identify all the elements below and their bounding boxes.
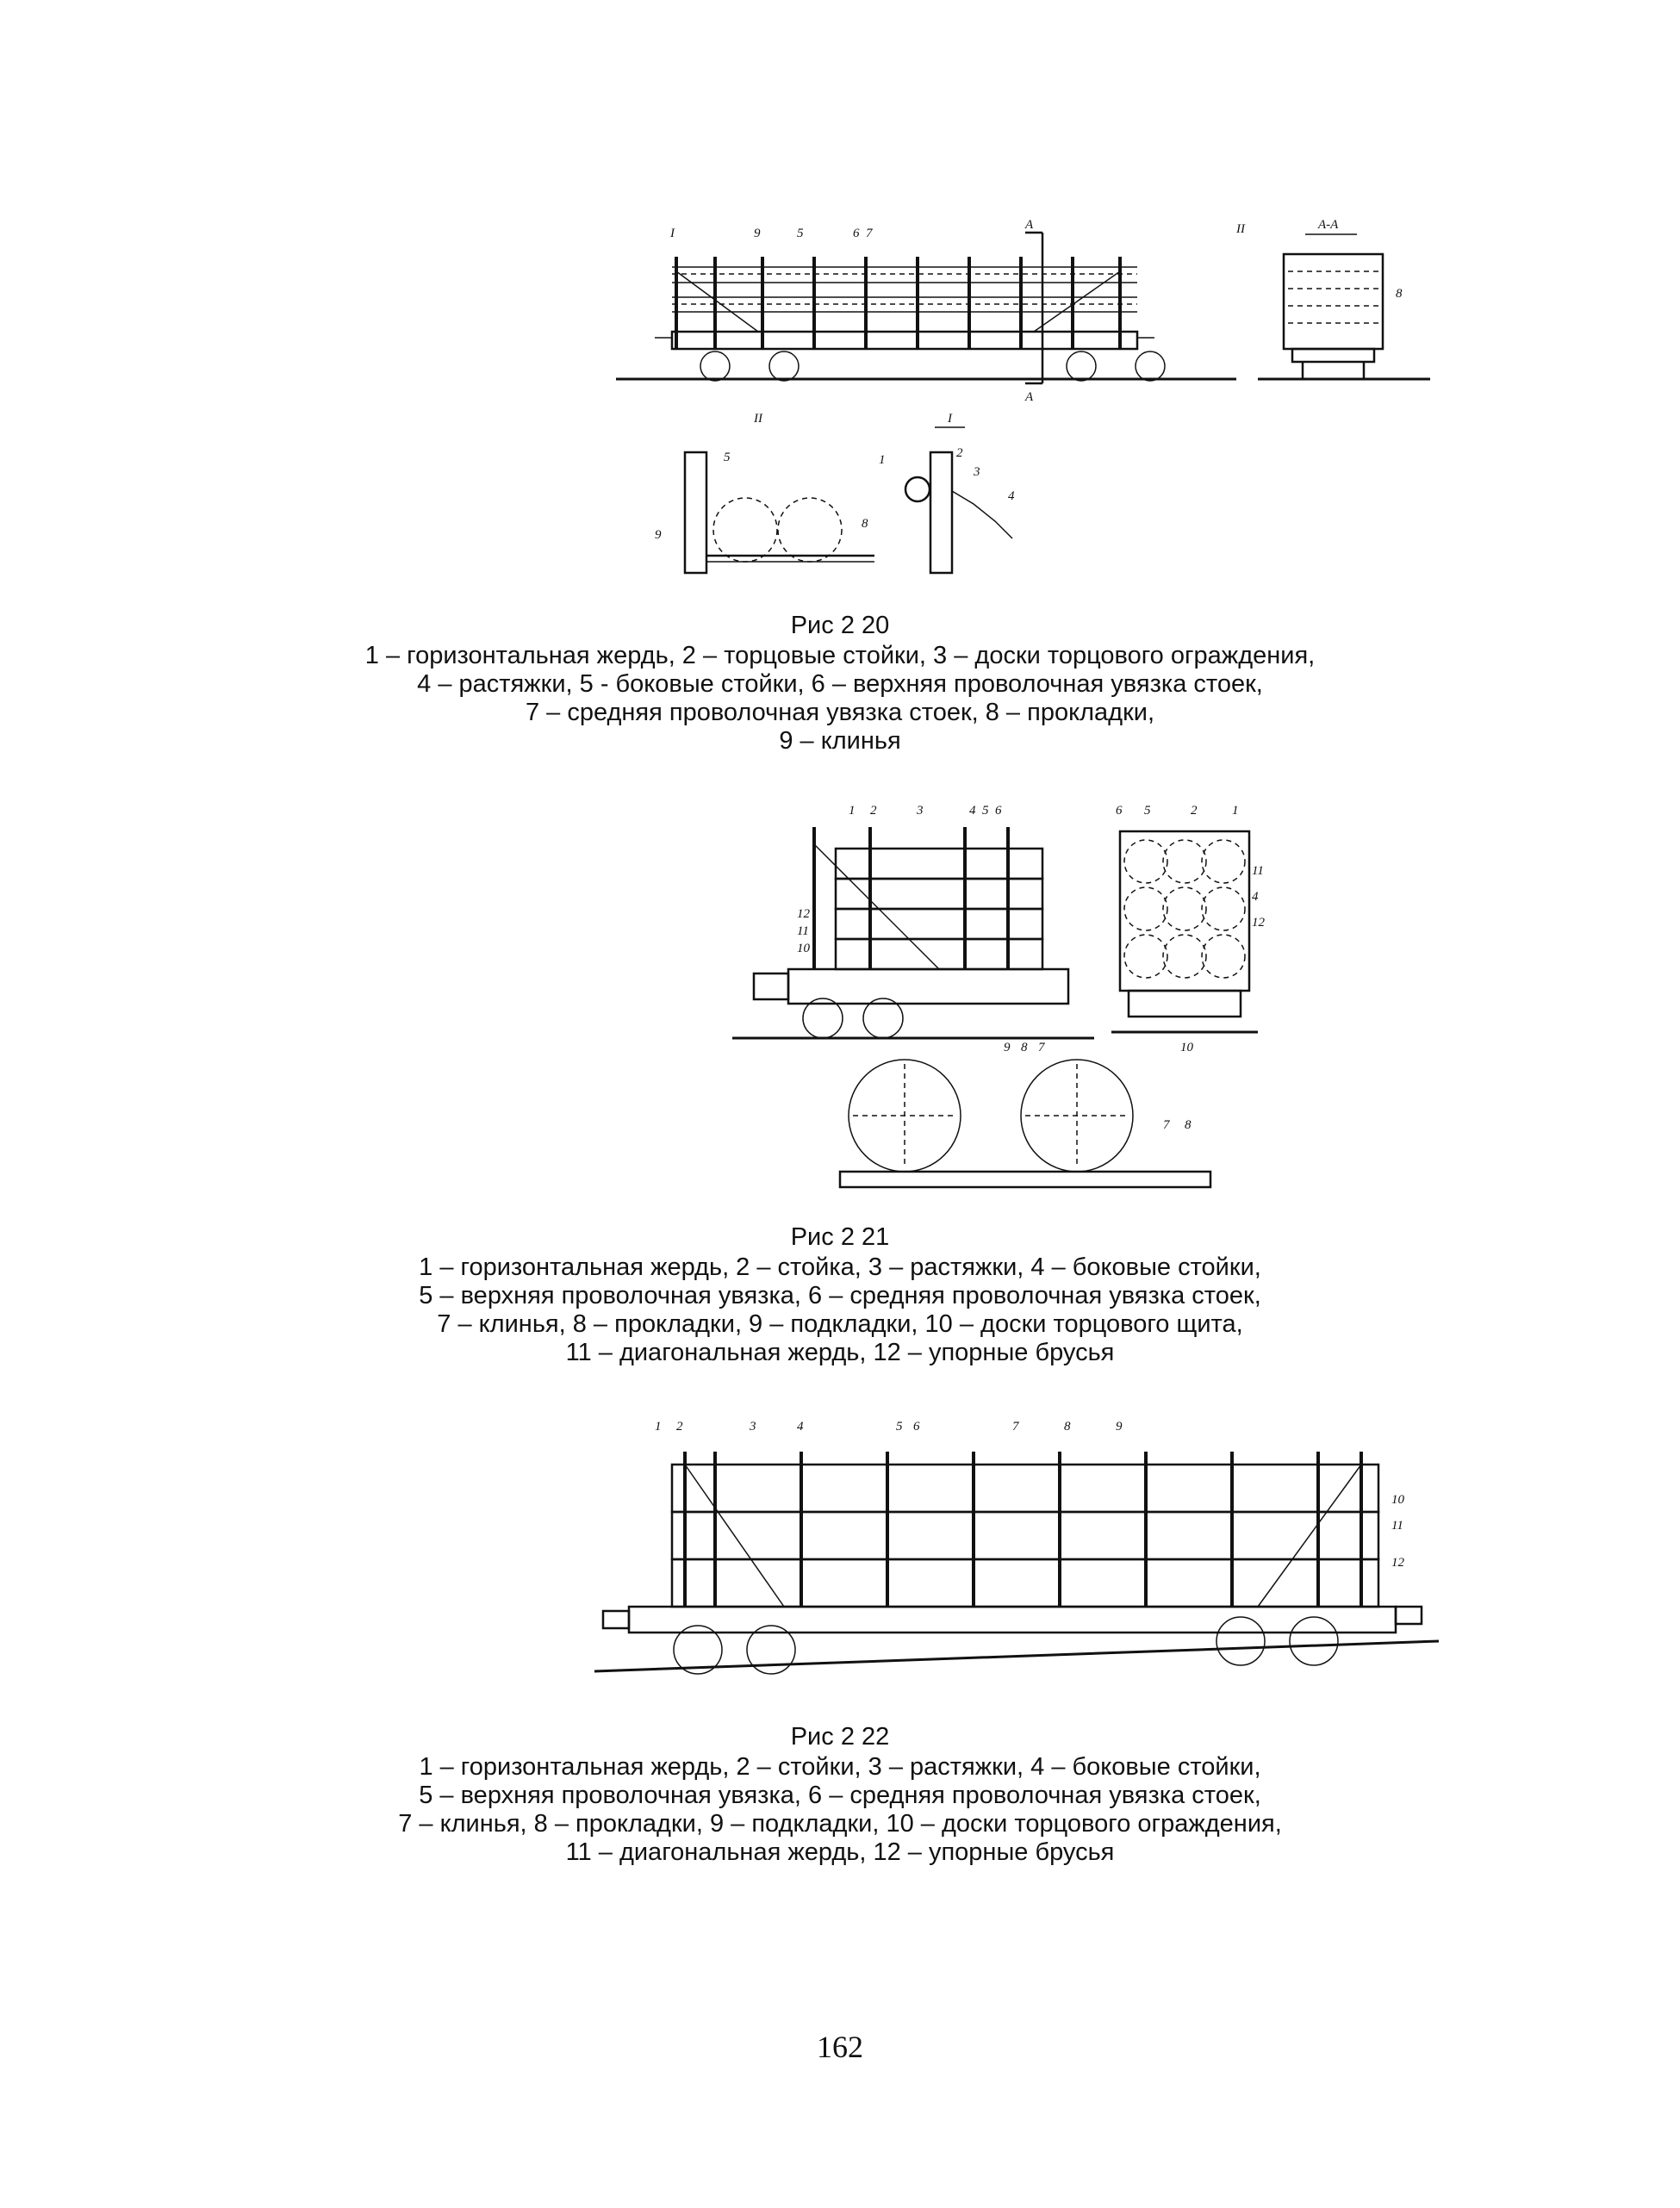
fig220-end-view: [1235, 218, 1430, 379]
fig221-callout: 4: [1252, 890, 1259, 904]
fig220-cut-label-bottom: А: [1025, 390, 1034, 404]
caption-line: 4 – растяжки, 5 - боковые стойки, 6 – верхняя проволочная увязка стоек,: [417, 670, 1263, 698]
fig222-callout: 11: [1391, 1519, 1403, 1533]
caption-line: 7 – клинья, 8 – прокладки, 9 – подкладки, 10 – доски торцового щита,: [437, 1310, 1243, 1338]
fig221-callout: 11: [1252, 864, 1264, 878]
fig220-detail-ii: [655, 412, 874, 573]
fig221-detail: [840, 1060, 1210, 1187]
fig221-callout: 7: [1163, 1118, 1170, 1132]
fig220-posts: [676, 257, 1120, 349]
fig221-end-view: [1111, 804, 1266, 1054]
fig220-callout: 5: [797, 227, 804, 240]
fig220-callout: 8: [1396, 287, 1403, 301]
fig220-section-label: А-А: [1318, 218, 1339, 232]
fig220-callout: 4: [1008, 489, 1015, 503]
fig220-callout: 6: [853, 227, 860, 240]
fig220-callout: 8: [862, 517, 868, 531]
fig222-callout: 2: [676, 1420, 683, 1434]
fig222-callout: 7: [1012, 1420, 1019, 1434]
fig220-detail-label: I: [948, 412, 952, 426]
caption-line: 1 – горизонтальная жердь, 2 – стойки, 3 – растяжки, 4 – боковые стойки,: [419, 1753, 1261, 1781]
page-number: 162: [817, 2030, 863, 2064]
fig221-callout: 7: [1038, 1041, 1045, 1054]
fig220-detail-i: [879, 412, 1015, 573]
fig222-callout: 1: [655, 1420, 662, 1434]
caption-line: 7 – клинья, 8 – прокладки, 9 – подкладки, 10 – доски торцового ограждения,: [398, 1810, 1282, 1838]
caption-line: 9 – клинья: [779, 727, 901, 755]
caption-line: 1 – горизонтальная жердь, 2 – торцовые стойки, 3 – доски торцового ограждения,: [364, 642, 1316, 669]
fig220-cut-label-top: А: [1025, 218, 1034, 232]
fig221-callout: 11: [797, 924, 809, 938]
fig220-callout: 5: [724, 451, 731, 464]
fig221-callout: 10: [797, 942, 810, 955]
fig220-callout: I: [670, 227, 675, 240]
fig221-callout: 3: [917, 804, 924, 818]
figure-2-22-drawing: [586, 1404, 1456, 1689]
fig220-callout: II: [1236, 222, 1245, 236]
figure-2-22-svg: [586, 1404, 1456, 1689]
fig222-callout: 8: [1064, 1420, 1071, 1434]
caption-line: 11 – диагональная жердь, 12 – упорные брусья: [565, 1838, 1115, 1866]
fig220-callout: 1: [879, 453, 886, 467]
caption-line: 5 – верхняя проволочная увязка, 6 – средняя проволочная увязка стоек,: [419, 1782, 1261, 1809]
figure-2-21-drawing: [732, 793, 1275, 1197]
fig221-callout: 9: [1004, 1041, 1011, 1054]
fig222-callout: 10: [1391, 1493, 1404, 1507]
fig221-callout: 6: [995, 804, 1002, 818]
caption-line: 7 – средняя проволочная увязка стоек, 8 – прокладки,: [525, 699, 1155, 726]
figure-2-21-svg: [732, 793, 1275, 1197]
figure-2-20-svg: [603, 207, 1447, 586]
fig221-callout: 12: [797, 907, 810, 921]
caption-line: 11 – диагональная жердь, 12 – упорные брусья: [565, 1339, 1115, 1366]
fig221-callout: 12: [1252, 916, 1265, 930]
caption-line: 1 – горизонтальная жердь, 2 – стойка, 3 – растяжки, 4 – боковые стойки,: [419, 1253, 1261, 1281]
fig220-detail-label: II: [754, 412, 762, 426]
fig221-callout: 1: [849, 804, 856, 818]
fig222-callout: 3: [750, 1420, 756, 1434]
fig220-callout: 3: [974, 465, 980, 479]
fig221-callout: 4: [969, 804, 976, 818]
fig221-side-view: [732, 804, 1094, 1054]
fig220-callout: 9: [754, 227, 761, 240]
figure-2-22-caption: [0, 1723, 1680, 1867]
fig221-callout: 6: [1116, 804, 1123, 818]
fig221-callout: 2: [1191, 804, 1198, 818]
figure-title: Рис 2 21: [790, 1223, 890, 1251]
fig221-callout: 2: [870, 804, 877, 818]
fig221-callout: 1: [1232, 804, 1239, 818]
figure-title: Рис 2 22: [790, 1723, 890, 1751]
fig222-callout: 6: [913, 1420, 920, 1434]
fig222-callout: 12: [1391, 1556, 1404, 1570]
fig221-callout: 5: [1144, 804, 1151, 818]
fig220-callout: 9: [655, 528, 662, 542]
fig220-callout: 2: [956, 446, 963, 460]
fig221-callout: 5: [982, 804, 989, 818]
figure-2-21-caption: [0, 1223, 1680, 1367]
fig222-callout: 9: [1116, 1420, 1123, 1434]
caption-line: 5 – верхняя проволочная увязка, 6 – средняя проволочная увязка стоек,: [419, 1282, 1261, 1309]
fig222-callout: 4: [797, 1420, 804, 1434]
figure-title: Рис 2 20: [790, 612, 890, 639]
fig220-callout: 7: [866, 227, 873, 240]
fig221-callout: 8: [1021, 1041, 1028, 1054]
figure-2-20-caption: [0, 612, 1680, 756]
figure-2-20-drawing: [603, 207, 1447, 586]
fig221-callout: 8: [1185, 1118, 1192, 1132]
fig221-callout: 10: [1180, 1041, 1193, 1054]
fig222-callout: 5: [896, 1420, 903, 1434]
fig220-side-view: [616, 218, 1236, 404]
